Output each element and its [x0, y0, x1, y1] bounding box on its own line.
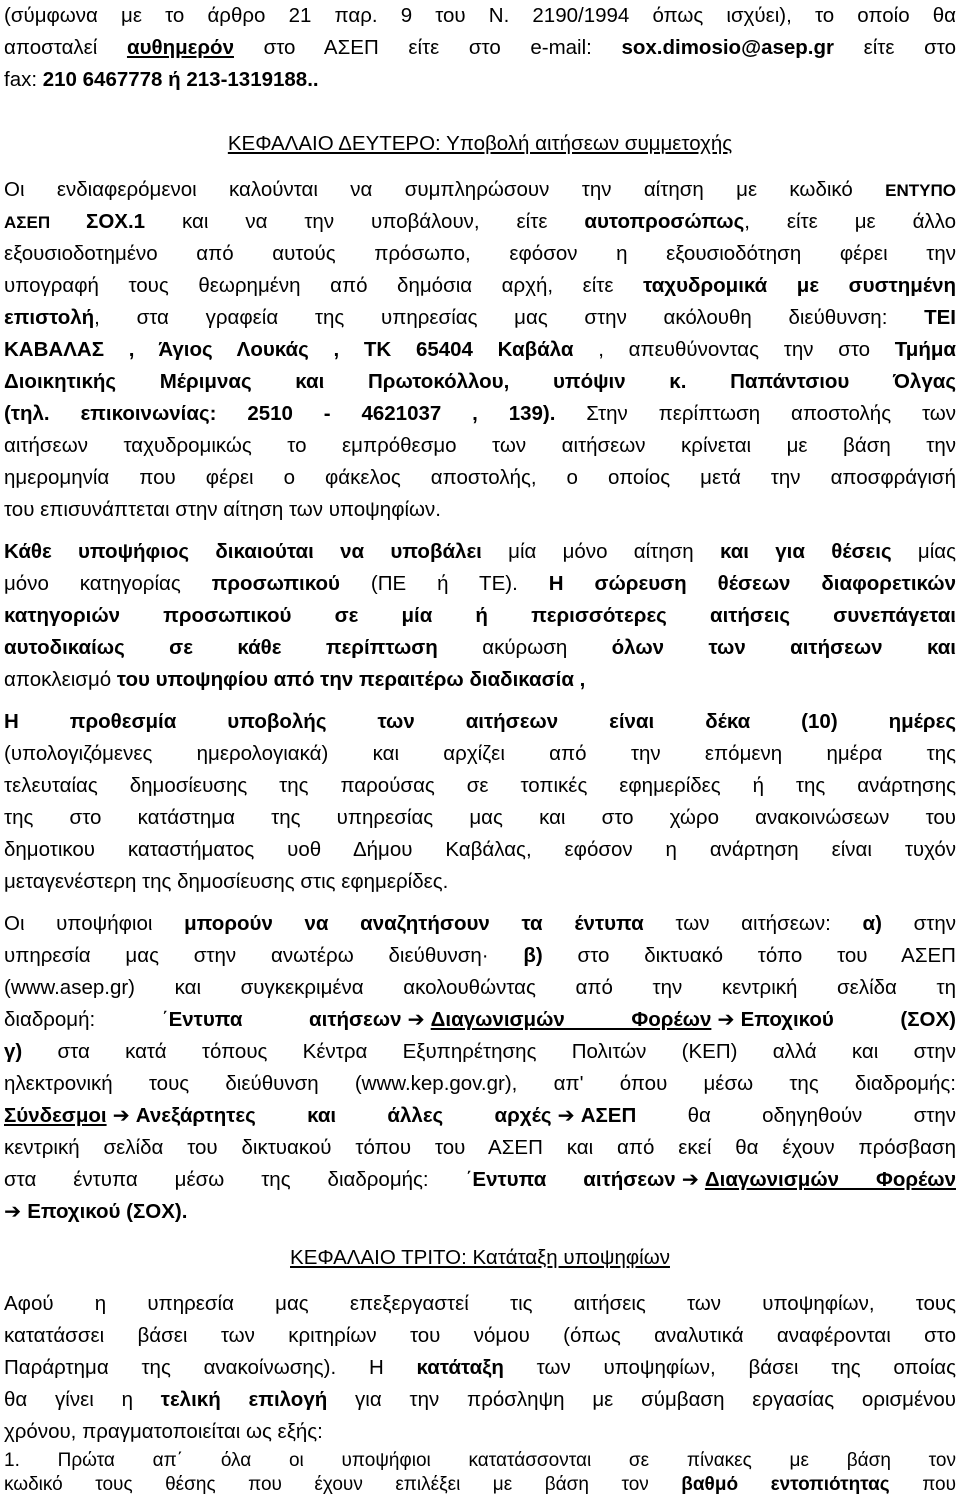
ch2-line-6: ΚΑΒΑΛΑΣ , Άγιος Λουκάς , ΤΚ 65404 Καβάλα , απευθύνοντας την στο Τμήμα [4, 338, 956, 361]
chapter-three-heading: ΚΕΦΑΛΑΙΟ ΤΡΙΤΟ: Κατάταξη υποψηφίων [290, 1246, 670, 1269]
intro-line-2: αποσταλεί αυθημερόν στο ΑΣΕΠ είτε στο e-mail: sox.dimosio@asep.gr είτε στο [4, 36, 956, 59]
ch3-line-1: Αφού η υπηρεσία μας επεξεργαστεί τις αιτήσεις των υποψηφίων, τους [4, 1292, 956, 1315]
arrow-icon: ➔ [557, 1104, 575, 1127]
ch2-line-5: επιστολή, στα γραφεία της υπηρεσίας μας στην ακόλουθη διεύθυνση: ΤΕΙ [4, 306, 956, 329]
forms-line-3: (www.asep.gr) και συγκεκριμένα ακολουθώντας από την κεντρική σελίδα τη [4, 976, 956, 999]
arrow-icon: ➔ [407, 1008, 425, 1031]
intro-line-1: (σύμφωνα με το άρθρο 21 παρ. 9 του Ν. 2190/1994 όπως ισχύει), το οποίο θα [4, 4, 956, 27]
deadline-line-1: Η προθεσμία υποβολής των αιτήσεων είναι δέκα (10) ημέρες [4, 710, 956, 733]
arrow-icon: ➔ [717, 1008, 735, 1031]
forms-line-4: διαδρομή: ΄Εντυπα αιτήσεων ➔ Διαγωνισμών Φορέων ➔ Εποχικού (ΣΟΧ) [4, 1008, 956, 1031]
forms-line-7: Σύνδεσμοι ➔ Ανεξάρτητες και άλλες αρχές ➔ ΑΣΕΠ θα οδηγηθούν στην [4, 1104, 956, 1127]
arrow-icon: ➔ [4, 1200, 22, 1223]
one-app-line-3: κατηγοριών προσωπικού σε μία ή περισσότερες αιτήσεις συνεπάγεται [4, 604, 956, 627]
deadline-line-3: τελευταίας δημοσίευσης της παρούσας σε τοπικές εφημερίδες ή της ανάρτησης [4, 774, 956, 797]
forms-line-6: ηλεκτρονική τους διεύθυνση (www.kep.gov.gr), απ' όπου μέσω της διαδρομής: [4, 1072, 956, 1095]
forms-line-5: γ) στα κατά τόπους Κέντρα Εξυπηρέτησης Πολιτών (ΚΕΠ) αλλά και στην [4, 1040, 956, 1063]
arrow-icon: ➔ [112, 1104, 130, 1127]
arrow-icon: ➔ [681, 1168, 699, 1191]
forms-line-10: ➔ Εποχικού (ΣΟΧ). [4, 1200, 188, 1223]
ch2-line-8: (τηλ. επικοινωνίας: 2510 - 4621037 , 139). Στην περίπτωση αποστολής των [4, 402, 956, 425]
ch2-line-2: ΑΣΕΠ ΣΟΧ.1 και να την υποβάλουν, είτε αυτοπροσώπως, είτε με άλλο [4, 210, 956, 233]
forms-line-8: κεντρική σελίδα του δικτυακού τόπου του ΑΣΕΠ και από εκεί θα έχουν πρόσβαση [4, 1136, 956, 1159]
deadline-line-5: δημοτικου καταστήματος υοθ Δήμου Καβάλας, εφόσον η ανάρτηση είναι τυχόν [4, 838, 956, 861]
one-app-line-4: αυτοδικαίως σε κάθε περίπτωση ακύρωση όλων των αιτήσεων και [4, 636, 956, 659]
ch2-line-11: του επισυνάπτεται στην αίτηση των υποψηφίων. [4, 498, 441, 521]
forms-line-9: στα έντυπα μέσω της διαδρομής: ΄Εντυπα αιτήσεων ➔ Διαγωνισμών Φορέων [4, 1168, 956, 1191]
one-app-line-2: μόνο κατηγορίας προσωπικού (ΠΕ ή ΤΕ). Η σώρευση θέσεων διαφορετικών [4, 572, 956, 595]
ch2-line-4: υπογραφή τους θεωρημένη από δημόσια αρχή, είτε ταχυδρομικά με συστημένη [4, 274, 956, 297]
ch2-line-10: ημερομηνία που φέρει ο φάκελος αποστολής, ο οποίος μετά την αποσφράγισή [4, 466, 956, 489]
ch2-line-7: Διοικητικής Μέριμνας και Πρωτοκόλλου, υπόψιν κ. Παπάντσιου Όλγας [4, 370, 956, 393]
ch2-line-1: Οι ενδιαφερόμενοι καλούνται να συμπληρώσουν την αίτηση με κωδικό ΕΝΤΥΠΟ [4, 178, 956, 201]
forms-line-1: Οι υποψήφιοι μπορούν να αναζητήσουν τα έντυπα των αιτήσεων: α) στην [4, 912, 956, 935]
ch2-line-9: αιτήσεων ταχυδρομικώς το εμπρόθεσμο των αιτήσεων κρίνεται με βάση την [4, 434, 956, 457]
ranking-item-line-1: 1. Πρώτα απ΄ όλα οι υποψήφιοι κατατάσσονται σε πίνακες με βάση τον [4, 1450, 956, 1471]
deadline-line-2: (υπολογιζόμενες ημερολογιακά) και αρχίζει από την επόμενη ημέρα της [4, 742, 956, 765]
intro-line-3: fax: 210 6467778 ή 213-1319188.. [4, 68, 319, 91]
ch3-line-4: θα γίνει η τελική επιλογή για την πρόσληψη με σύμβαση εργασίας ορισμένου [4, 1388, 956, 1411]
ranking-item-line-2: κωδικό τους θέσης που έχουν επιλέξει με βάση τον βαθμό εντοπιότητας που [4, 1474, 956, 1495]
ch3-line-5: χρόνου, πραγματοποιείται ως εξής: [4, 1420, 323, 1443]
deadline-line-4: της στο κατάστημα της υπηρεσίας μας και στο χώρο ανακοινώσεων του [4, 806, 956, 829]
one-app-line-5: αποκλεισμό του υποψηφίου από την περαιτέρω διαδικασία , [4, 668, 586, 691]
one-app-line-1: Κάθε υποψήφιος δικαιούται να υποβάλει μία μόνο αίτηση και για θέσεις μίας [4, 540, 956, 563]
ch3-line-3: Παράρτημα της ανακοίνωσης). Η κατάταξη των υποψηφίων, βάσει της οποίας [4, 1356, 956, 1379]
ch3-line-2: κατατάσσει βάσει των κριτηρίων του νόμου (όπως αναλυτικά αναφέρονται στο [4, 1324, 956, 1347]
chapter-two-heading: ΚΕΦΑΛΑΙΟ ΔΕΥΤΕΡΟ: Υποβολή αιτήσεων συμμετοχής [227, 132, 733, 155]
forms-line-2: υπηρεσία μας στην ανωτέρω διεύθυνση· β) στο δικτυακό τόπο του ΑΣΕΠ [4, 944, 956, 967]
deadline-line-6: μεταγενέστερη της δημοσίευσης στις εφημερίδες. [4, 870, 449, 893]
ch2-line-3: εξουσιοδοτημένο από αυτούς πρόσωπο, εφόσον η εξουσιοδότηση φέρει την [4, 242, 956, 265]
